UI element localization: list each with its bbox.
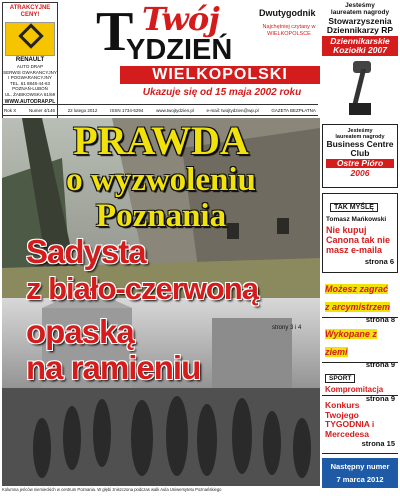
teaser-excavation[interactable] — [322, 323, 398, 369]
photo-caption: Kolumna jeńców niemieckich w centrum Poznania. W głębi zniszczona podczas walk Aula Uniwersytetu Poznańskiego — [2, 487, 222, 492]
headline-line-2: o wyzwoleniu — [66, 162, 256, 198]
masthead-big-letter: T — [96, 1, 132, 63]
ad-line: I POGWARANCYJNY — [8, 75, 52, 80]
teaser-sport[interactable] — [322, 366, 398, 403]
cover-story[interactable] — [2, 118, 320, 486]
ad-website: WWW.AUTODRAP.PL — [4, 99, 56, 105]
section-label: SPORT — [325, 374, 355, 383]
subhead-line-3: opaską — [26, 313, 134, 350]
teaser-headline: Możesz zagrać z arcymistrzem — [325, 284, 391, 312]
issue-year: Rok X — [4, 107, 17, 113]
website-link[interactable]: www.twojtydzien.pl — [156, 107, 194, 113]
since-line: Ukazuje się od 15 maja 2002 roku — [120, 86, 324, 100]
section-label: TAK MYŚLĘ — [330, 203, 378, 212]
subhead-line-2: z biało-czerwoną — [26, 271, 259, 306]
masthead-tydzien: YDZIEŃ — [126, 34, 233, 66]
opinion-teaser[interactable] — [322, 193, 398, 273]
next-issue-date: 7 marca 2012 — [336, 475, 384, 484]
teaser-chess[interactable] — [322, 278, 398, 324]
renault-advertisement[interactable] — [2, 2, 58, 120]
ad-title: ATRAKCYJNE CENY! — [9, 5, 51, 18]
ad-line: POZNAŃ-LUBOŃ — [12, 86, 48, 91]
award-prize: Ostre Pióro — [326, 159, 394, 168]
ad-line: UL. ŻABIKOWSKA 61/69 — [4, 91, 56, 97]
next-issue-banner — [322, 458, 398, 488]
issue-number: Numer 4/146 — [28, 107, 55, 113]
masthead-twoj: Twój — [142, 0, 219, 38]
frequency-label: Dwutygodnik — [259, 8, 316, 18]
award-sdrp — [322, 2, 398, 120]
free-paper-label: GAZETA BEZPŁATNA — [271, 107, 316, 113]
headline-line-1: PRAWDA — [73, 118, 249, 163]
award-line: laureatem nagrody — [335, 134, 385, 140]
teaser-headline: Kompromitacja — [325, 385, 384, 394]
tagline: Najchętniej czytany w WIELKOPOLSCE — [262, 24, 316, 37]
teaser-page: strona 9 — [365, 360, 395, 369]
teaser-contest[interactable] — [322, 400, 398, 454]
teaser-headline: Wykopane z ziemi — [325, 329, 377, 357]
ad-line: SERWIS GWARANCYJNY — [3, 69, 57, 75]
teaser-headline: Konkurs Twojego TYGODNIA i Mercedesa — [325, 400, 375, 439]
masthead — [62, 0, 320, 100]
teaser-page: strona 15 — [361, 439, 395, 448]
award-org: Stowarzyszenia Dziennikarzy RP — [326, 16, 394, 35]
award-prize: Dziennikarskie Koziołki 2007 — [322, 36, 398, 56]
award-line: Jesteśmy — [347, 128, 373, 134]
subhead-line-1: Sadysta — [26, 233, 146, 270]
region-banner: WIELKOPOLSKI — [120, 66, 320, 84]
issue-info-strip — [2, 104, 318, 116]
email-link[interactable]: e-mail: twojtydzien@wp.pl — [206, 107, 259, 113]
story-pages: strony 3 i 4 — [272, 325, 302, 331]
teaser-page: strona 9 — [365, 394, 395, 403]
next-issue-label: Następny numer — [330, 462, 390, 471]
award-year: 2006 — [350, 168, 370, 178]
award-line: laureatem nagrody — [330, 9, 390, 16]
trophy-icon — [345, 61, 375, 117]
award-bcc — [322, 124, 398, 188]
ad-line: TEL. 61 8848-44-63 — [9, 80, 51, 86]
award-org: Business Centre Club — [326, 139, 394, 158]
ad-line: AUTO DRAP — [16, 64, 44, 69]
headline-line-3: Poznania — [95, 198, 227, 234]
award-line: Jesteśmy — [345, 2, 375, 9]
issn: ISSN 1734-5294 — [110, 107, 144, 113]
renault-logo — [5, 22, 55, 56]
author-name: Tomasz Mańkowski — [326, 216, 387, 223]
ad-brand: RENAULT — [15, 57, 45, 63]
issue-date: 22 lutego 2012 — [67, 107, 98, 113]
subhead-line-4: na ramieniu — [26, 349, 201, 386]
teaser-page: strona 8 — [365, 315, 395, 324]
teaser-page: strona 6 — [364, 257, 394, 266]
teaser-headline: Nie kupuj Canona tak nie masz e-maila — [326, 225, 391, 255]
